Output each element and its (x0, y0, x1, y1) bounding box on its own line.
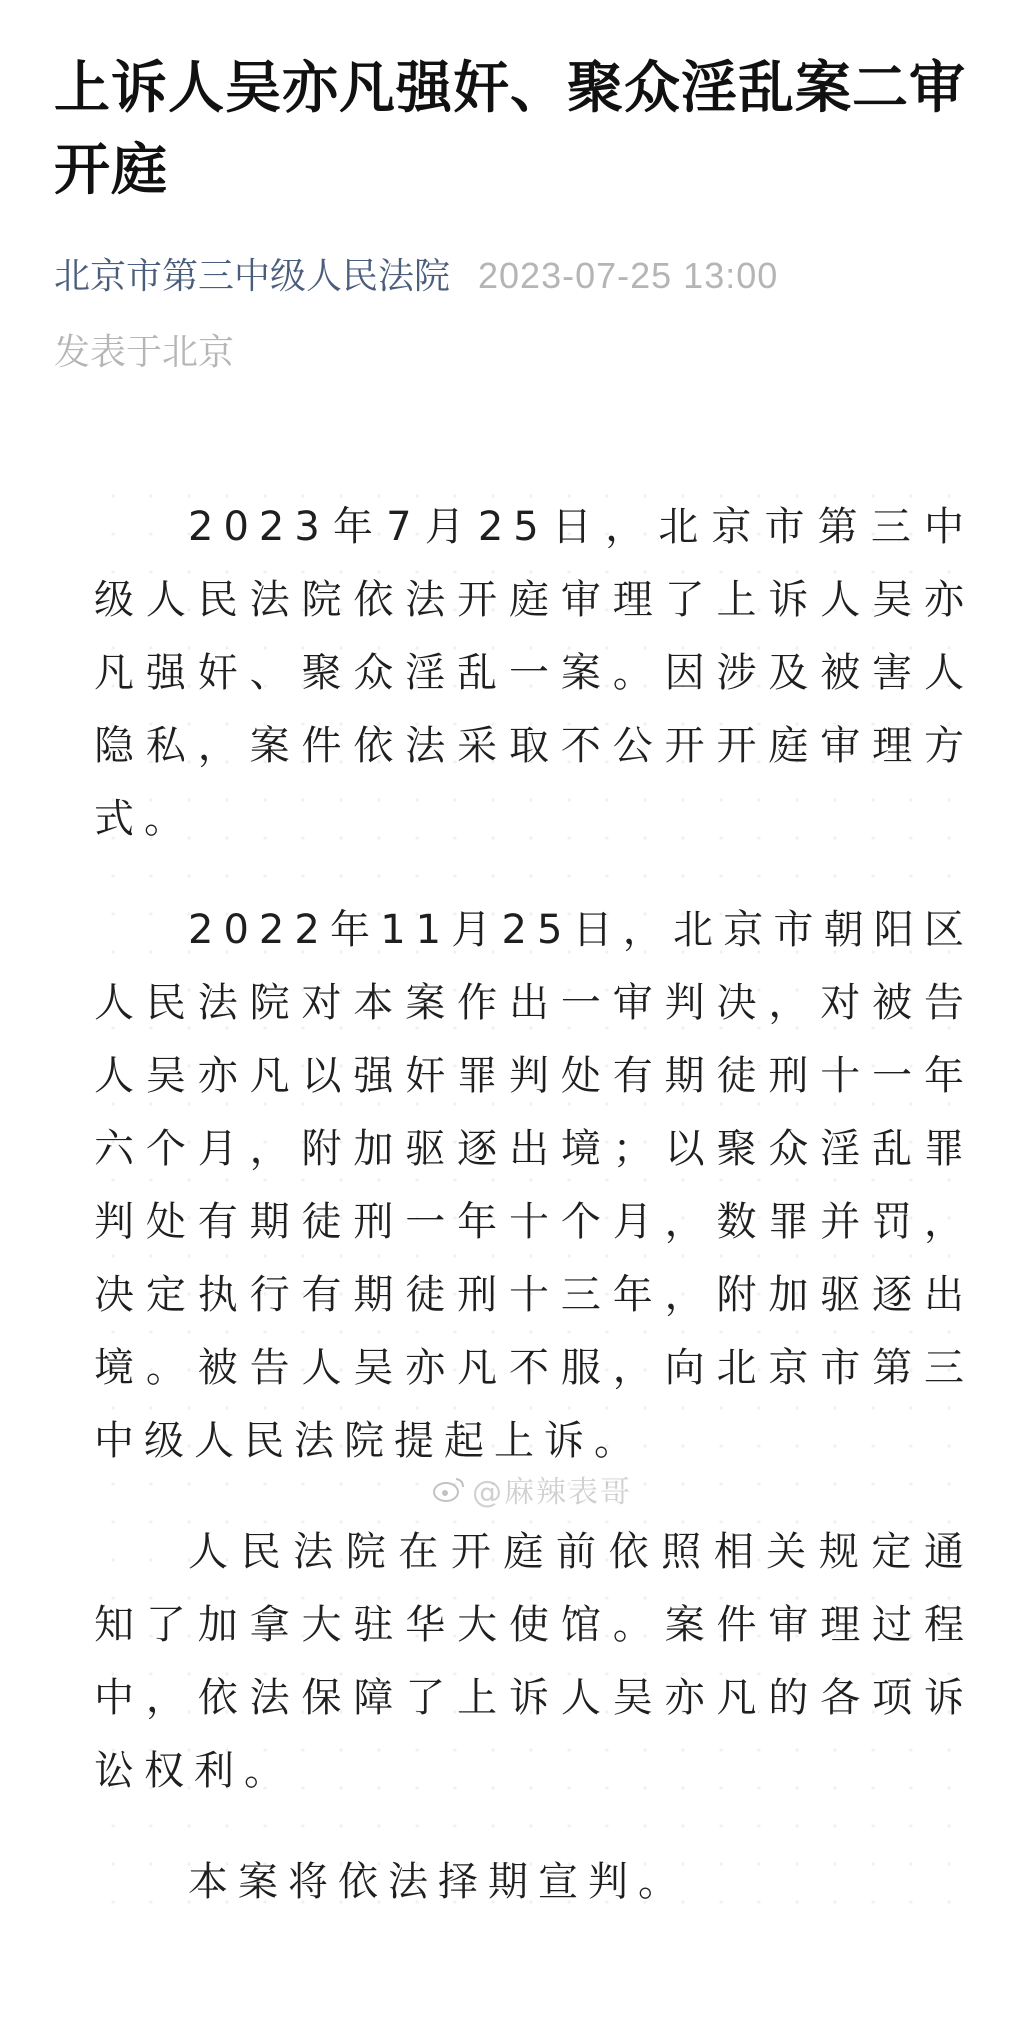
paragraph-2: 2022年11月25日，北京市朝阳区人民法院对本案作出一审判决，对被告人吴亦凡以强奸罪判处有期徒刑十一年六个月，附加驱逐出境；以聚众淫乱罪判处有期徒刑一年十个月，数罪并罚，决定执行有期徒刑十三年，附加驱逐出境。被告人吴亦凡不服，向北京市第三中级人民法院提起上诉。 (94, 907, 974, 1464)
article-meta (54, 252, 970, 301)
publish-datetime: 2023-07-25 13:00 (478, 255, 779, 296)
weibo-icon (432, 1475, 466, 1503)
article-title: 上诉人吴亦凡强奸、聚众淫乱案二审开庭 (54, 56, 966, 203)
paragraph-4: 本案将依法择期宣判。 (188, 1859, 688, 1905)
watermark-text: @麻辣表哥 (472, 1475, 632, 1510)
paragraph-1: 2023年7月25日，北京市第三中级人民法院依法开庭审理了上诉人吴亦凡强奸、聚众淫乱一案。因涉及被害人隐私，案件依法采取不公开开庭审理方式。 (94, 504, 974, 842)
source-link[interactable]: 北京市第三中级人民法院 (54, 256, 451, 297)
paragraph-3: 人民法院在开庭前依照相关规定通知了加拿大驻华大使馆。案件审理过程中，依法保障了上诉人吴亦凡的各项诉讼权利。 (94, 1529, 974, 1794)
publish-location: 发表于北京 (54, 332, 235, 373)
article-body (94, 477, 974, 1919)
